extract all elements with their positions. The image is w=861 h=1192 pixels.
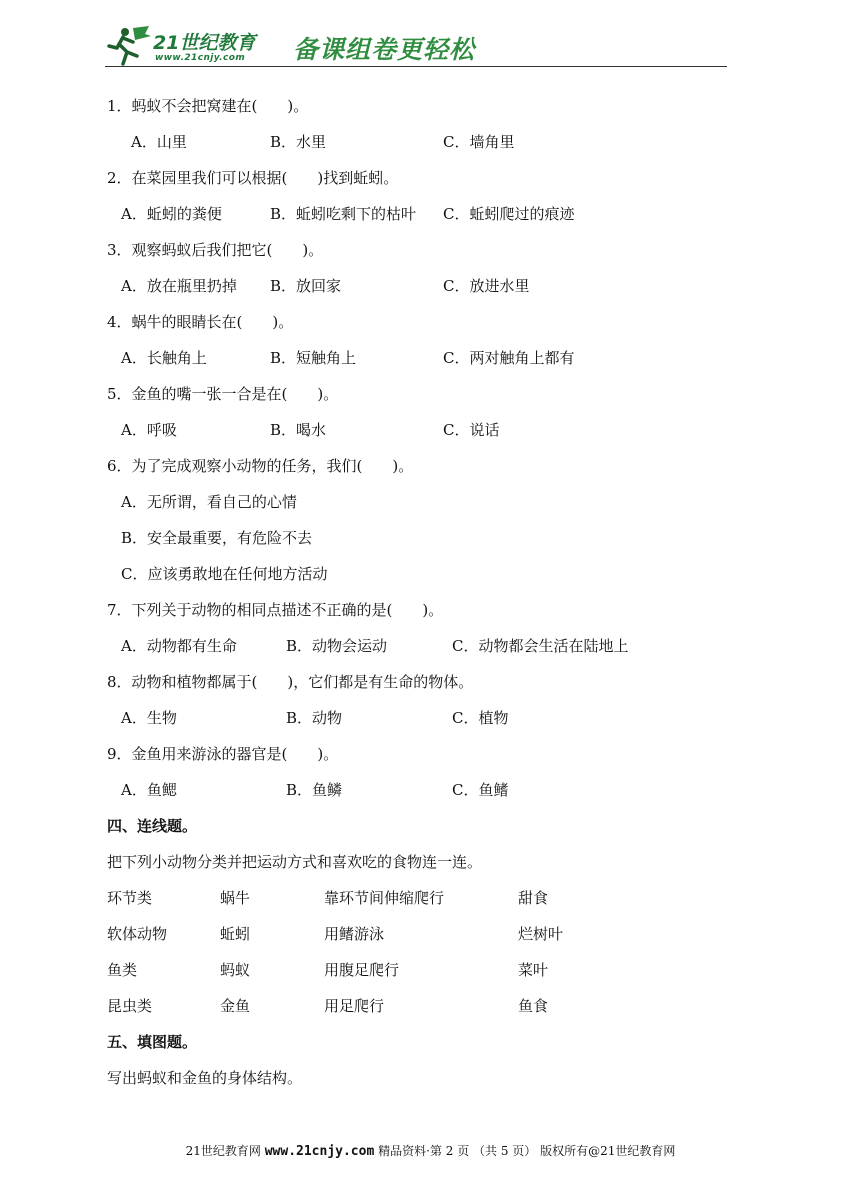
question-5-option-b: B．喝水	[270, 421, 327, 439]
question-8-stem: 8．动物和植物都属于( )，它们都是有生命的物体。	[107, 673, 474, 691]
question-1-option-c: C．墙角里	[443, 133, 515, 151]
question-7-option-b: B．动物会运动	[286, 637, 388, 655]
match-row-3-category: 鱼类	[107, 961, 138, 979]
question-9-option-c: C．鱼鳍	[452, 781, 509, 799]
question-9-stem: 9．金鱼用来游泳的器官是( )。	[107, 745, 339, 763]
section-5-title: 五、填图题。	[107, 1033, 198, 1051]
match-row-4-food: 鱼食	[518, 997, 549, 1015]
question-3-option-b: B．放回家	[270, 277, 342, 295]
question-6-stem: 6．为了完成观察小动物的任务，我们( )。	[107, 457, 414, 475]
page-footer	[0, 1142, 861, 1159]
question-8-option-a: A．生物	[121, 709, 177, 727]
question-2-stem: 2．在菜园里我们可以根据( )找到蚯蚓。	[107, 169, 399, 187]
question-7-option-c: C．动物都会生活在陆地上	[452, 637, 629, 655]
question-4-option-b: B．短触角上	[270, 349, 357, 367]
question-7-option-a: A．动物都有生命	[121, 637, 237, 655]
question-1-option-a: A．山里	[131, 133, 187, 151]
match-row-1-food: 甜食	[518, 889, 549, 907]
question-5-option-a: A．呼吸	[121, 421, 177, 439]
header-divider	[105, 66, 727, 67]
match-row-4-animal: 金鱼	[220, 997, 251, 1015]
match-row-3-food: 菜叶	[518, 961, 549, 979]
match-row-2-category: 软体动物	[107, 925, 168, 943]
question-4-option-c: C．两对触角上都有	[443, 349, 575, 367]
runner-logo-icon	[105, 24, 155, 66]
question-3-option-c: C．放进水里	[443, 277, 530, 295]
match-row-1-animal: 蜗牛	[220, 889, 251, 907]
question-6-option-b: B．安全最重要，有危险不去	[121, 529, 313, 547]
section-4-title: 四、连线题。	[107, 817, 198, 835]
question-7-stem: 7．下列关于动物的相同点描述不正确的是( )。	[107, 601, 444, 619]
question-9-option-a: A．鱼鳃	[121, 781, 177, 799]
match-row-3-animal: 蚂蚁	[220, 961, 251, 979]
footer-prefix: 21世纪教育网	[185, 1144, 261, 1158]
question-2-option-a: A．蚯蚓的粪便	[121, 205, 222, 223]
logo-text: 21世纪教育	[153, 32, 256, 54]
question-1-stem: 1．蚂蚁不会把窝建在( )。	[107, 97, 309, 115]
question-8-option-c: C．植物	[452, 709, 509, 727]
question-5-option-c: C．说话	[443, 421, 500, 439]
question-5-stem: 5．金鱼的嘴一张一合是在( )。	[107, 385, 339, 403]
page-header	[105, 22, 727, 70]
footer-site-link[interactable]: www.21cnjy.com	[264, 1144, 375, 1159]
match-row-2-animal: 蚯蚓	[220, 925, 251, 943]
question-2-option-c: C．蚯蚓爬过的痕迹	[443, 205, 575, 223]
match-row-4-movement: 用足爬行	[324, 997, 385, 1015]
question-6-option-a: A．无所谓，看自己的心情	[121, 493, 297, 511]
question-9-option-b: B．鱼鳞	[286, 781, 343, 799]
match-row-4-category: 昆虫类	[107, 997, 153, 1015]
match-row-2-food: 烂树叶	[518, 925, 564, 943]
question-8-option-b: B．动物	[286, 709, 343, 727]
match-row-1-category: 环节类	[107, 889, 153, 907]
match-row-1-movement: 靠环节间伸缩爬行	[324, 889, 445, 907]
match-row-3-movement: 用腹足爬行	[324, 961, 400, 979]
footer-suffix: 精品资料·第 2 页 （共 5 页） 版权所有@21世纪教育网	[378, 1144, 676, 1158]
question-4-option-a: A．长触角上	[121, 349, 207, 367]
question-3-stem: 3．观察蚂蚁后我们把它( )。	[107, 241, 324, 259]
logo-url: www.21cnjy.com	[155, 53, 246, 63]
question-3-option-a: A．放在瓶里扔掉	[121, 277, 237, 295]
question-6-option-c: C．应该勇敢地在任何地方活动	[121, 565, 328, 583]
header-slogan: 备课组卷更轻松	[293, 35, 476, 64]
question-2-option-b: B．蚯蚓吃剩下的枯叶	[270, 205, 417, 223]
section-5-instruction: 写出蚂蚁和金鱼的身体结构。	[107, 1069, 303, 1087]
question-4-stem: 4．蜗牛的眼睛长在( )。	[107, 313, 294, 331]
section-4-instruction: 把下列小动物分类并把运动方式和喜欢吃的食物连一连。	[107, 853, 483, 871]
match-row-2-movement: 用鳍游泳	[324, 925, 385, 943]
question-1-option-b: B．水里	[270, 133, 327, 151]
